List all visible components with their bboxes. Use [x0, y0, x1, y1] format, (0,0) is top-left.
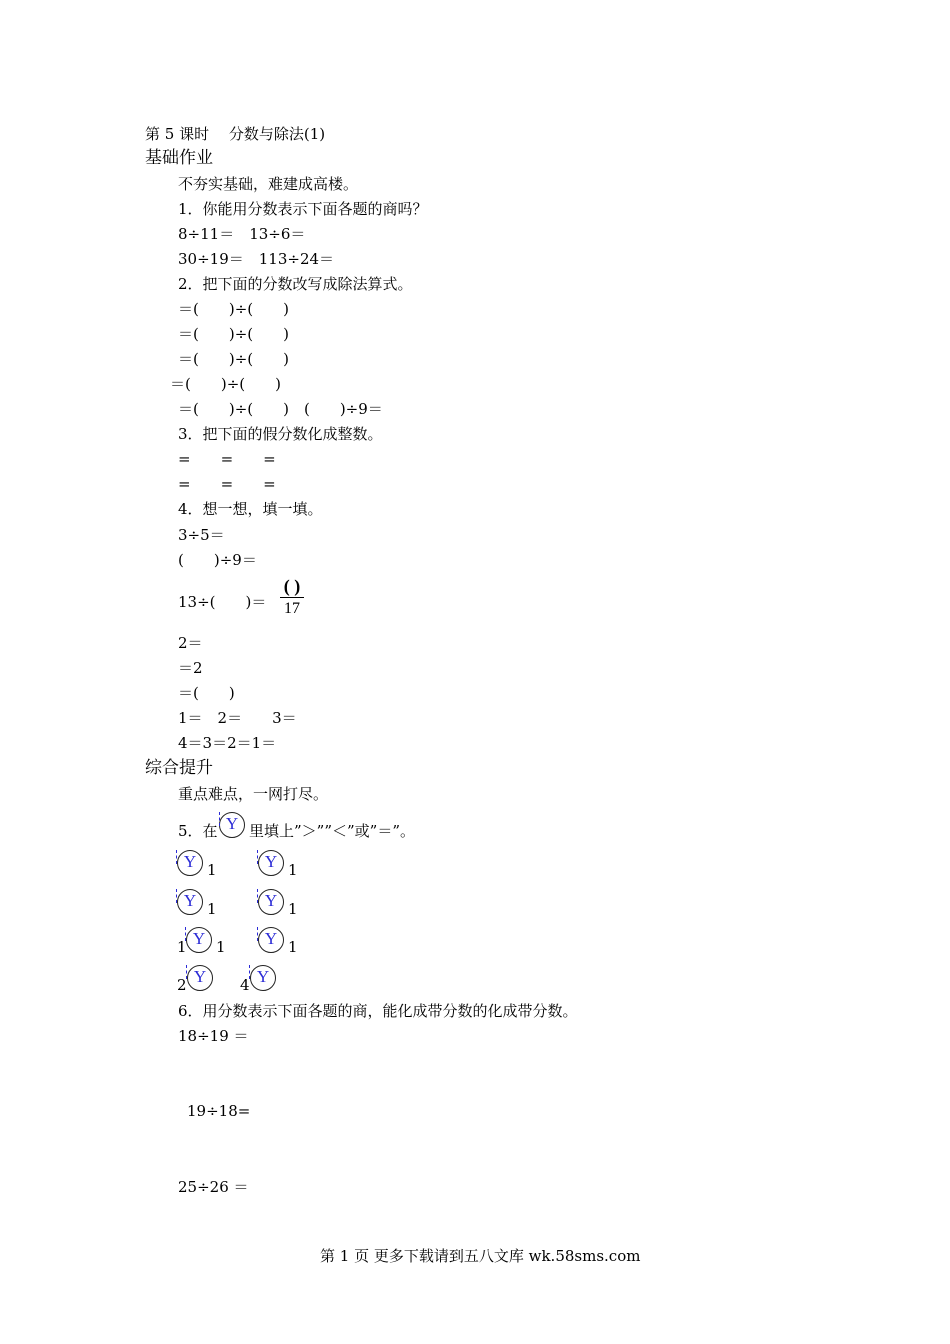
dash-mark-icon: [185, 927, 189, 941]
dash-mark-icon: [186, 965, 190, 979]
q4-row-8: 4＝3＝2＝1＝: [178, 734, 277, 752]
q1-line-1: 8÷11＝ 13÷6＝: [178, 225, 306, 243]
q2-row: ＝( )÷( ): [178, 325, 289, 343]
section-heading-basic: 基础作业: [145, 148, 213, 168]
q5-operand: 1: [288, 938, 298, 956]
q3-title: 3．把下面的假分数化成整数。: [178, 425, 383, 443]
compare-circle-icon[interactable]: [258, 850, 284, 876]
q4-row-5: ＝2: [178, 659, 203, 677]
compare-circle-icon[interactable]: [177, 889, 203, 915]
q2-row: ＝( )÷( ): [178, 350, 289, 368]
compare-circle-icon[interactable]: [187, 965, 213, 991]
q3-row-2: = = =: [178, 475, 276, 493]
q5-operand: 4: [240, 976, 250, 994]
q6-expr-2: 19÷18=: [187, 1102, 251, 1120]
circle-glyph: Y: [183, 852, 197, 871]
q1-title: 1．你能用分数表示下面各题的商吗？: [178, 200, 428, 218]
q4-row-4: 2＝: [178, 634, 203, 652]
q4-row-3: 13÷( )＝: [178, 593, 267, 611]
dash-mark-icon: [176, 889, 180, 903]
dash-mark-icon: [249, 965, 253, 979]
compare-circle-icon[interactable]: [177, 850, 203, 876]
q2-title: 2．把下面的分数改写成除法算式。: [178, 275, 413, 293]
motto-advanced: 重点难点，一网打尽。: [178, 785, 329, 803]
q1-line-2: 30÷19＝ 113÷24＝: [178, 250, 335, 268]
q5-operand: 2: [177, 976, 187, 994]
circle-glyph: Y: [256, 967, 270, 986]
compare-circle-icon[interactable]: [258, 927, 284, 953]
q2-row: ＝( )÷( ): [170, 375, 281, 393]
q6-expr-1: 18÷19 ＝: [178, 1027, 249, 1045]
q5-operand: 1: [207, 861, 217, 879]
fraction-numerator: ( ): [283, 576, 301, 596]
q6-title: 6．用分数表示下面各题的商，能化成带分数的化成带分数。: [178, 1002, 578, 1020]
q3-row-1: = = =: [178, 450, 276, 468]
circle-glyph: Y: [264, 891, 278, 910]
circle-glyph: Y: [264, 852, 278, 871]
q4-row-1: 3÷5＝: [178, 526, 225, 544]
circle-glyph: Y: [193, 967, 207, 986]
circle-glyph: Y: [225, 814, 239, 833]
compare-circle-icon[interactable]: [250, 965, 276, 991]
circle-glyph: Y: [264, 929, 278, 948]
compare-circle-icon[interactable]: [186, 927, 212, 953]
q5-operand: 1: [207, 900, 217, 918]
fraction-bar: [280, 597, 304, 598]
fraction-denominator: 17: [284, 600, 300, 617]
q5-title-prefix: 5．在: [178, 822, 218, 840]
dash-mark-icon: [257, 889, 261, 903]
q4-row-6: ＝( ): [178, 684, 235, 702]
dash-mark-icon: [257, 850, 261, 864]
q6-expr-3: 25÷26 ＝: [178, 1178, 249, 1196]
circle-glyph: Y: [192, 929, 206, 948]
circle-glyph: Y: [183, 891, 197, 910]
dash-mark-icon: [257, 927, 261, 941]
q4-title: 4．想一想，填一填。: [178, 500, 323, 518]
page-footer: 第 1 页 更多下载请到五八文库 wk.58sms.com: [320, 1247, 641, 1265]
q4-row-2: ( )÷9＝: [178, 551, 257, 569]
q5-operand: 1: [216, 938, 226, 956]
q5-operand: 1: [288, 861, 298, 879]
section-heading-advanced: 综合提升: [145, 758, 213, 778]
dash-mark-icon: [219, 812, 223, 826]
q5-operand: 1: [177, 938, 187, 956]
q2-row: ＝( )÷( ): [178, 300, 289, 318]
fraction-blank-over-17: [280, 576, 304, 619]
compare-circle-icon[interactable]: [258, 889, 284, 915]
q2-row: ＝( )÷( ) ( )÷9＝: [178, 400, 383, 418]
q5-operand: 1: [288, 900, 298, 918]
dash-mark-icon: [176, 850, 180, 864]
q4-row-7: 1＝ 2＝ 3＝: [178, 709, 297, 727]
lesson-title: 第 5 课时 分数与除法(1): [145, 125, 326, 143]
q5-title-suffix: 里填上”＞””＜”或”＝”。: [249, 822, 416, 840]
motto-basic: 不夯实基础，难建成高楼。: [178, 175, 359, 193]
